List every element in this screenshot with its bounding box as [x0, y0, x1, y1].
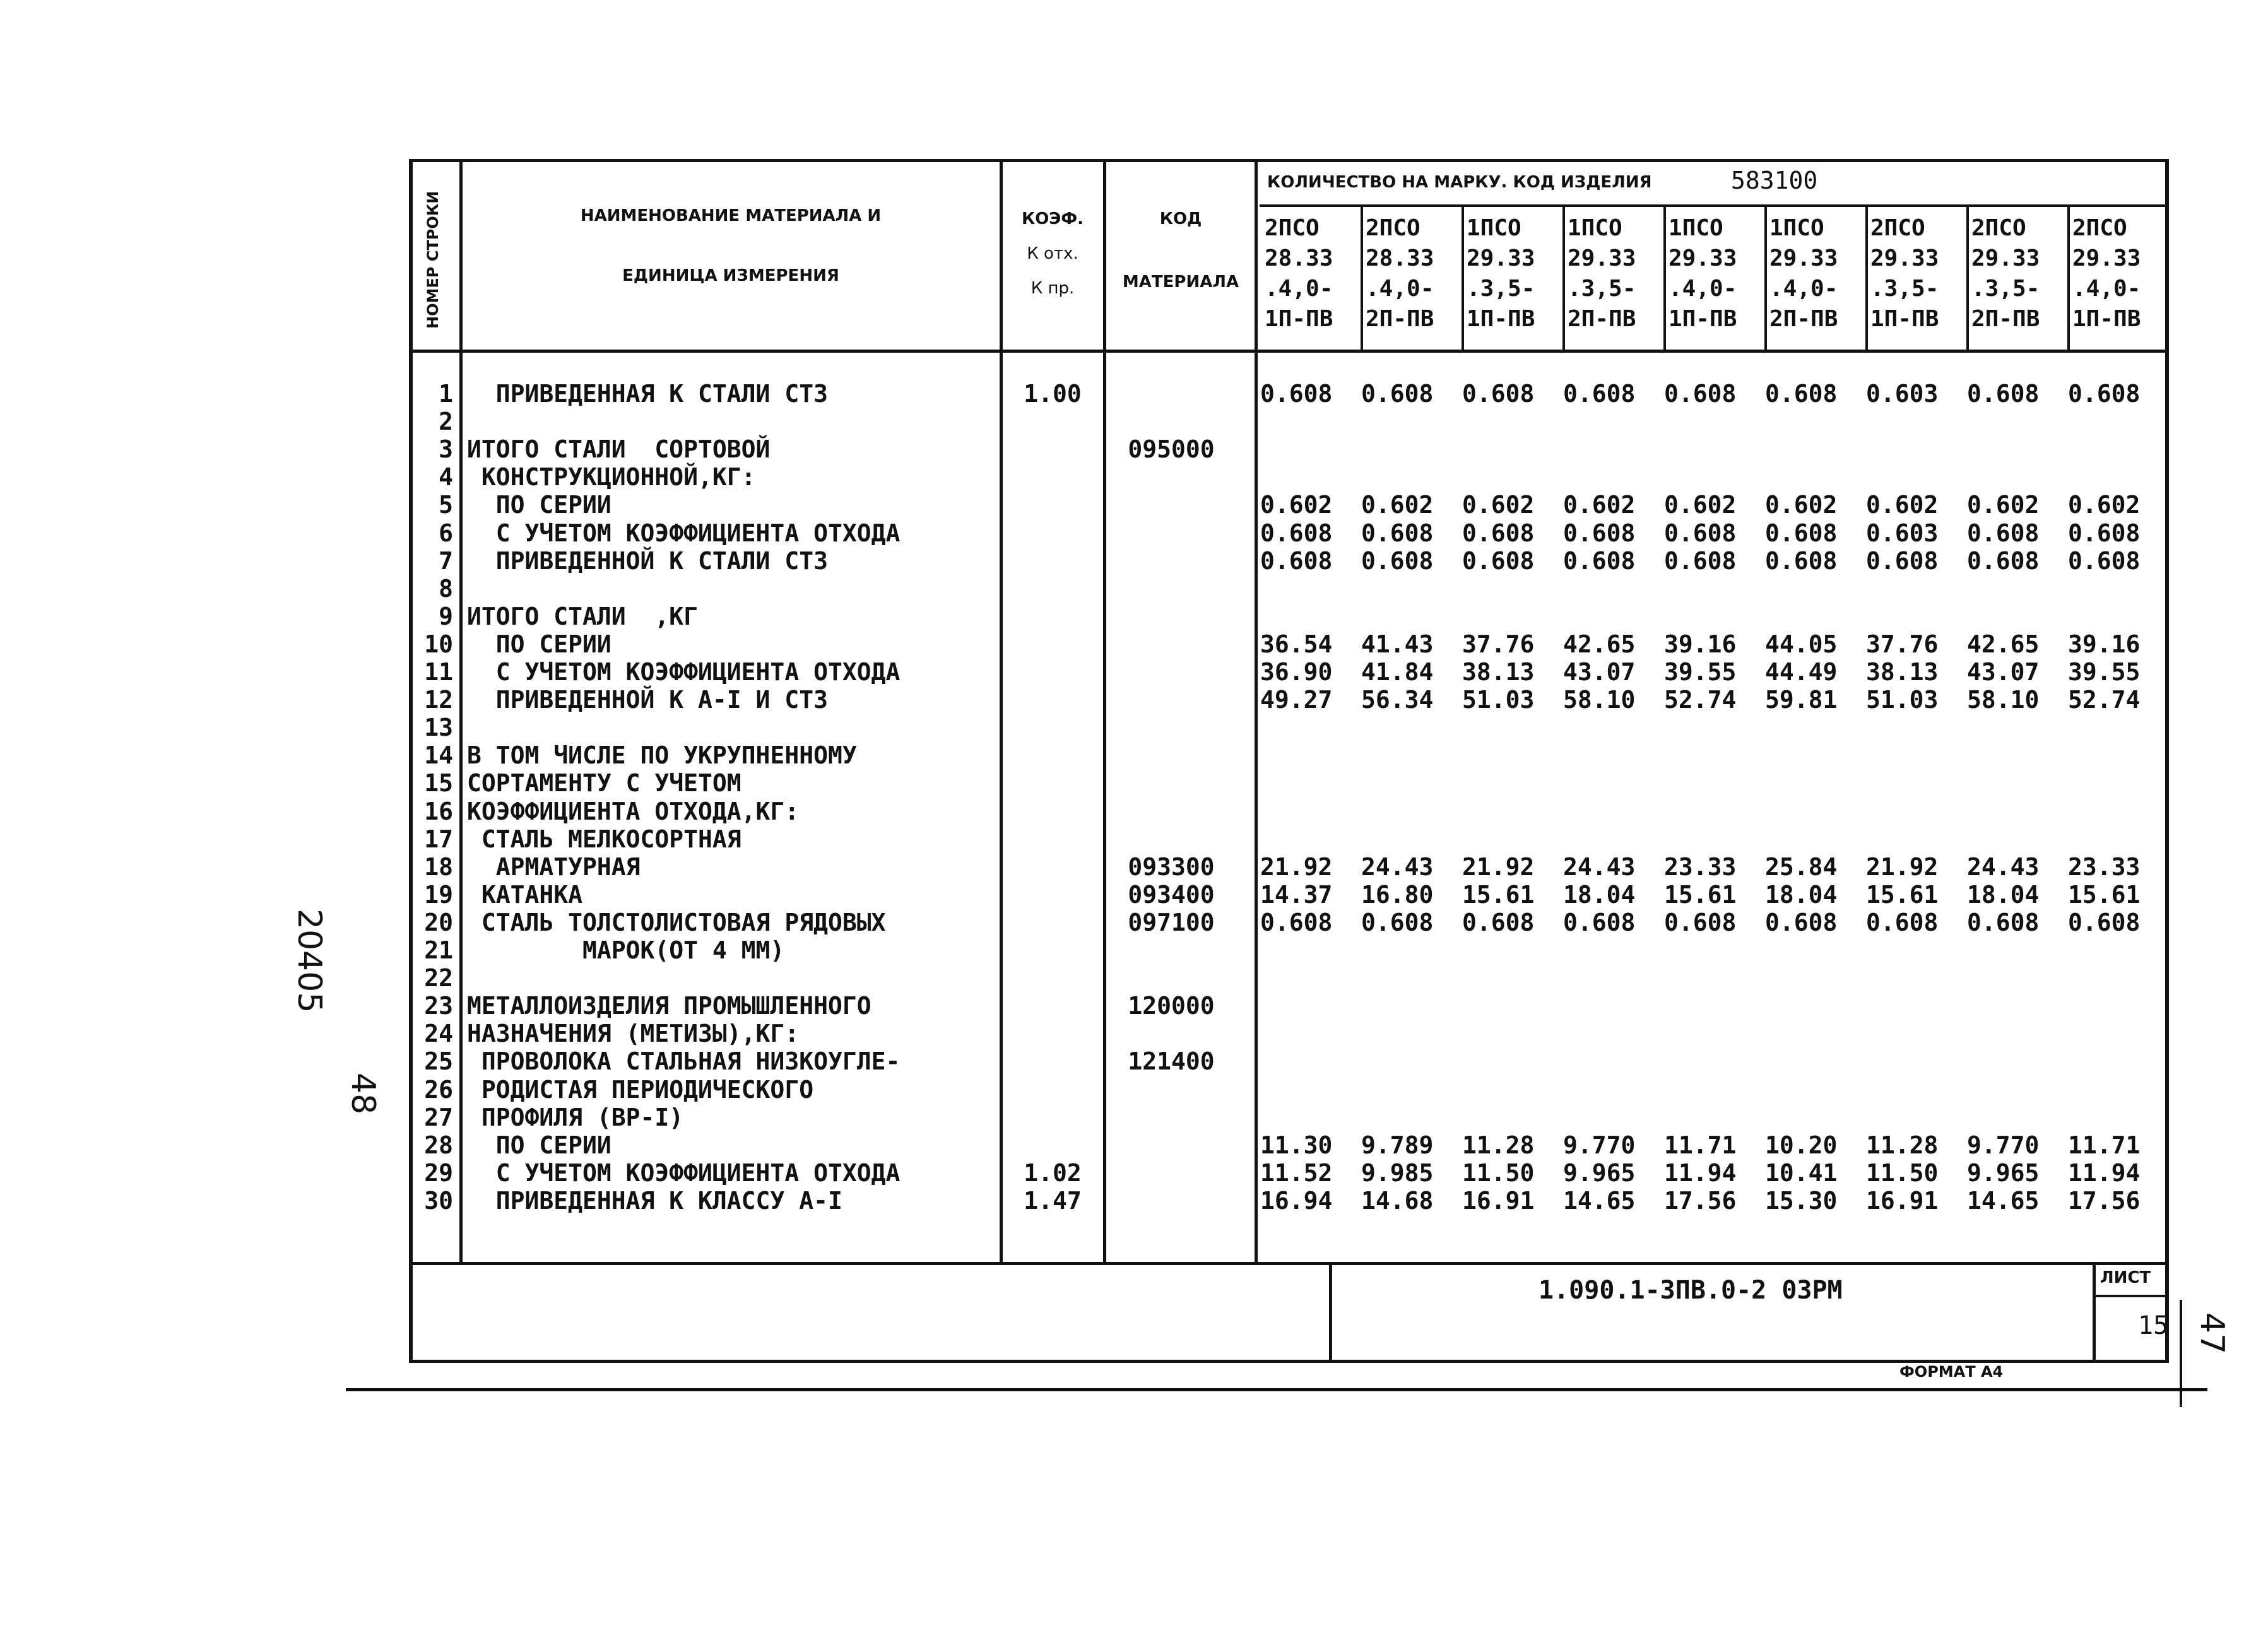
- quantity-value: 24.43: [1967, 852, 2040, 881]
- table-row: [409, 408, 2163, 435]
- row-number: 6: [439, 519, 453, 547]
- quantity-value: 18.04: [1563, 880, 1636, 909]
- material-name-header: НАИМЕНОВАНИЕ МАТЕРИАЛА И: [580, 206, 882, 225]
- quantity-value: 0.608: [1967, 380, 2040, 408]
- material-name: АРМАТУРНАЯ: [467, 852, 641, 881]
- quantity-value: 16.91: [1462, 1186, 1535, 1215]
- quantity-value: 11.52: [1260, 1158, 1333, 1187]
- quantity-value: 0.602: [1563, 491, 1636, 519]
- coefficient: 1.47: [1024, 1186, 1082, 1215]
- material-code: 093400: [1128, 880, 1215, 909]
- document-sheet: [409, 159, 2169, 1363]
- material-name: ПРИВЕДЕННАЯ К КЛАССУ А-I: [467, 1186, 842, 1215]
- quantity-value: 0.608: [1967, 546, 2040, 575]
- table-row: [409, 741, 2163, 769]
- row-number: 4: [439, 463, 453, 492]
- quantity-value: 11.28: [1866, 1131, 1939, 1159]
- product-column-header-line: .4,0-: [1265, 276, 1333, 302]
- quantity-value: 15.61: [2068, 880, 2141, 909]
- row-number: 16: [424, 797, 453, 825]
- material-name: ИТОГО СТАЛИ ,КГ: [467, 602, 699, 630]
- quantity-value: 0.602: [1866, 491, 1939, 519]
- product-column-header-line: 1П-ПВ: [1265, 306, 1333, 332]
- quantity-value: 59.81: [1765, 686, 1838, 714]
- material-name: ПРОФИЛЯ (ВР-I): [467, 1103, 684, 1131]
- quantity-value: 38.13: [1462, 658, 1535, 686]
- quantity-value: 0.608: [1563, 908, 1636, 936]
- quantity-value: 0.608: [1462, 908, 1535, 936]
- quantity-value: 24.43: [1361, 852, 1434, 881]
- quantity-value: 0.608: [1563, 546, 1636, 575]
- row-number: 11: [424, 658, 453, 686]
- quantity-value: 17.56: [2068, 1186, 2141, 1215]
- material-name: ПРИВЕДЕННОЙ К СТАЛИ СТ3: [467, 546, 828, 575]
- table-row: [409, 798, 2163, 825]
- table-row: [409, 491, 2163, 519]
- material-name: ПРИВЕДЕННОЙ К А-I И СТ3: [467, 686, 828, 714]
- quantity-value: 11.50: [1866, 1158, 1939, 1187]
- table-row: [409, 1187, 2163, 1215]
- table-row: [409, 547, 2163, 575]
- quantity-value: 0.602: [1260, 491, 1333, 519]
- material-code: 120000: [1128, 992, 1215, 1020]
- row-number: 30: [424, 1186, 453, 1215]
- material-name: КОЭФФИЦИЕНТА ОТХОДА,КГ:: [467, 797, 800, 825]
- product-column-header-line: 29.33: [1971, 245, 2040, 271]
- quantity-value: 58.10: [1563, 686, 1636, 714]
- product-column-header-line: .4,0-: [2072, 276, 2141, 302]
- material-name: СОРТАМЕНТУ С УЧЕТОМ: [467, 769, 741, 798]
- quantity-value: 15.61: [1866, 880, 1939, 909]
- quantity-value: 38.13: [1866, 658, 1939, 686]
- quantity-value: 11.71: [2068, 1131, 2141, 1159]
- quantity-value: 0.608: [1967, 908, 2040, 936]
- table-row: [409, 463, 2163, 491]
- table-row: [409, 686, 2163, 714]
- product-column-header-line: 28.33: [1265, 245, 1333, 271]
- row-number: 12: [424, 686, 453, 714]
- material-code: 095000: [1128, 435, 1215, 464]
- product-column-header-line: 2ПСО: [1870, 215, 1925, 241]
- row-number: 9: [439, 602, 453, 630]
- corner-number: 47: [2193, 1312, 2231, 1355]
- quantity-value: 0.608: [1967, 519, 2040, 547]
- quantity-value: 0.608: [1664, 380, 1737, 408]
- table-row: [409, 825, 2163, 853]
- quantity-value: 11.28: [1462, 1131, 1535, 1159]
- quantity-value: 21.92: [1260, 852, 1333, 881]
- quantity-value: 0.602: [1664, 491, 1737, 519]
- quantity-value: 0.608: [1563, 519, 1636, 547]
- product-column-header-line: 2ПСО: [2072, 215, 2127, 241]
- table-row: [409, 1047, 2163, 1075]
- quantity-value: 43.07: [1563, 658, 1636, 686]
- quantity-value: 0.603: [1866, 380, 1939, 408]
- table-row: [409, 519, 2163, 547]
- material-name: ПО СЕРИИ: [467, 1131, 611, 1159]
- product-column-header-line: 1П-ПВ: [1870, 306, 1939, 332]
- product-column-header-line: 1ПСО: [1568, 215, 1622, 241]
- quantity-value: 0.603: [1866, 519, 1939, 547]
- table-row: [409, 575, 2163, 603]
- quantity-value: 42.65: [1563, 630, 1636, 658]
- row-number: 24: [424, 1020, 453, 1048]
- material-name: ПРОВОЛОКА СТАЛЬНАЯ НИЗКОУГЛЕ-: [467, 1047, 901, 1076]
- table-row: [409, 1076, 2163, 1104]
- sheet-label: ЛИСТ: [2100, 1268, 2151, 1287]
- row-number: 26: [424, 1075, 453, 1104]
- material-name: ПО СЕРИИ: [467, 630, 611, 658]
- row-number: 14: [424, 741, 453, 770]
- product-column-header-line: 1П-ПВ: [1467, 306, 1535, 332]
- row-number: 18: [424, 852, 453, 881]
- table-row: [409, 630, 2163, 658]
- quantity-value: 24.43: [1563, 852, 1636, 881]
- coef-waste-header: К отх.: [1027, 244, 1078, 263]
- coefficient: 1.02: [1024, 1158, 1082, 1187]
- quantity-value: 36.54: [1260, 630, 1333, 658]
- quantity-header: КОЛИЧЕСТВО НА МАРКУ. КОД ИЗДЕЛИЯ: [1267, 173, 1652, 192]
- quantity-value: 58.10: [1967, 686, 2040, 714]
- material-name: РОДИСТАЯ ПЕРИОДИЧЕСКОГО: [467, 1075, 814, 1104]
- coefficient: 1.00: [1024, 380, 1082, 408]
- row-number: 2: [439, 408, 453, 436]
- quantity-value: 39.16: [2068, 630, 2141, 658]
- sheet-number: 15: [2138, 1311, 2169, 1340]
- product-code: 583100: [1731, 167, 1818, 194]
- product-column-header-line: .3,5-: [1870, 276, 1939, 302]
- row-number: 5: [439, 491, 453, 519]
- table-row: [409, 1104, 2163, 1131]
- quantity-value: 21.92: [1462, 852, 1535, 881]
- quantity-value: 17.56: [1664, 1186, 1737, 1215]
- quantity-value: 0.608: [1462, 380, 1535, 408]
- product-column-header-line: .4,0-: [1769, 276, 1838, 302]
- quantity-value: 0.608: [1462, 546, 1535, 575]
- quantity-value: 15.61: [1462, 880, 1535, 909]
- row-number: 22: [424, 964, 453, 993]
- quantity-value: 14.37: [1260, 880, 1333, 909]
- table-row: [409, 853, 2163, 881]
- quantity-value: 0.608: [1866, 908, 1939, 936]
- quantity-value: 41.84: [1361, 658, 1434, 686]
- table-row: [409, 714, 2163, 741]
- material-name: КОНСТРУКЦИОННОЙ,КГ:: [467, 463, 756, 492]
- row-number: 15: [424, 769, 453, 798]
- table-row: [409, 936, 2163, 964]
- quantity-value: 9.985: [1361, 1158, 1434, 1187]
- quantity-value: 51.03: [1462, 686, 1535, 714]
- quantity-value: 11.30: [1260, 1131, 1333, 1159]
- quantity-value: 41.43: [1361, 630, 1434, 658]
- row-number: 25: [424, 1047, 453, 1076]
- quantity-value: 0.608: [1563, 380, 1636, 408]
- table-row: [409, 881, 2163, 909]
- product-column-header-line: 29.33: [1568, 245, 1636, 271]
- document-code: 1.090.1-3ПВ.0-2 03РМ: [1539, 1276, 1843, 1305]
- quantity-value: 11.94: [1664, 1158, 1737, 1187]
- product-column-header-line: 2ПСО: [1265, 215, 1320, 241]
- quantity-value: 16.91: [1866, 1186, 1939, 1215]
- quantity-value: 16.94: [1260, 1186, 1333, 1215]
- corner-rule: [2180, 1300, 2182, 1407]
- row-number: 29: [424, 1158, 453, 1187]
- quantity-value: 0.608: [1361, 380, 1434, 408]
- material-code: 121400: [1128, 1047, 1215, 1076]
- quantity-value: 52.74: [2068, 686, 2141, 714]
- table-row: [409, 435, 2163, 463]
- material-name: СТАЛЬ ТОЛСТОЛИСТОВАЯ РЯДОВЫХ: [467, 908, 886, 936]
- row-number: 13: [424, 714, 453, 742]
- table-row: [409, 658, 2163, 686]
- row-number: 8: [439, 574, 453, 603]
- table-row: [409, 380, 2163, 408]
- quantity-value: 51.03: [1866, 686, 1939, 714]
- quantity-value: 49.27: [1260, 686, 1333, 714]
- product-column-header-line: 2П-ПВ: [1366, 306, 1434, 332]
- quantity-value: 44.05: [1765, 630, 1838, 658]
- quantity-value: 0.608: [1260, 908, 1333, 936]
- code-header: КОД: [1159, 209, 1202, 228]
- table-row: [409, 992, 2163, 1020]
- product-column-header-line: .4,0-: [1366, 276, 1434, 302]
- material-name: С УЧЕТОМ КОЭФФИЦИЕНТА ОТХОДА: [467, 519, 901, 547]
- quantity-value: 39.55: [1664, 658, 1737, 686]
- unit-header: ЕДИНИЦА ИЗМЕРЕНИЯ: [622, 266, 839, 285]
- quantity-value: 15.30: [1765, 1186, 1838, 1215]
- material-name: МАРОК(ОТ 4 ММ): [467, 936, 785, 964]
- quantity-value: 18.04: [1765, 880, 1838, 909]
- quantity-value: 0.608: [1664, 519, 1737, 547]
- material-code-header: МАТЕРИАЛА: [1122, 273, 1239, 292]
- bottom-rule: [346, 1388, 2207, 1391]
- row-number: 10: [424, 630, 453, 658]
- quantity-value: 0.608: [2068, 908, 2141, 936]
- row-number: 27: [424, 1103, 453, 1131]
- quantity-value: 16.80: [1361, 880, 1434, 909]
- table-row: [409, 1131, 2163, 1159]
- quantity-value: 0.608: [2068, 546, 2141, 575]
- quantity-value: 14.68: [1361, 1186, 1434, 1215]
- table-row: [409, 1020, 2163, 1047]
- row-number: 3: [439, 435, 453, 464]
- material-name: МЕТАЛЛОИЗДЕЛИЯ ПРОМЫШЛЕННОГО: [467, 992, 871, 1020]
- table-row: [409, 603, 2163, 630]
- material-code: 097100: [1128, 908, 1215, 936]
- quantity-value: 11.94: [2068, 1158, 2141, 1187]
- product-column-header-line: 2П-ПВ: [1769, 306, 1838, 332]
- product-column-header-line: 2ПСО: [1366, 215, 1420, 241]
- quantity-value: 0.608: [1260, 519, 1333, 547]
- quantity-value: 14.65: [1563, 1186, 1636, 1215]
- quantity-value: 0.608: [1765, 546, 1838, 575]
- row-number: 7: [439, 546, 453, 575]
- quantity-value: 42.65: [1967, 630, 2040, 658]
- quantity-value: 44.49: [1765, 658, 1838, 686]
- quantity-value: 10.41: [1765, 1158, 1838, 1187]
- product-column-header-line: 1ПСО: [1467, 215, 1521, 241]
- coef-header: КОЭФ.: [1021, 209, 1084, 228]
- product-column-header-line: 1П-ПВ: [1669, 306, 1737, 332]
- quantity-value: 21.92: [1866, 852, 1939, 881]
- quantity-value: 0.608: [2068, 380, 2141, 408]
- material-name: С УЧЕТОМ КОЭФФИЦИЕНТА ОТХОДА: [467, 1158, 901, 1187]
- coef-reduced-header: К пр.: [1031, 279, 1075, 298]
- quantity-value: 0.608: [1462, 519, 1535, 547]
- table-row: [409, 769, 2163, 797]
- table-row: [409, 909, 2163, 936]
- row-number: 19: [424, 880, 453, 909]
- quantity-value: 0.608: [1361, 908, 1434, 936]
- product-column-header-line: 29.33: [2072, 245, 2141, 271]
- table-row: [409, 964, 2163, 992]
- quantity-value: 9.789: [1361, 1131, 1434, 1159]
- quantity-value: 39.55: [2068, 658, 2141, 686]
- product-column-header-line: 1П-ПВ: [2072, 306, 2141, 332]
- material-name: ПО СЕРИИ: [467, 491, 611, 519]
- quantity-value: 0.602: [1361, 491, 1434, 519]
- quantity-value: 0.602: [1765, 491, 1838, 519]
- quantity-value: 0.608: [1765, 519, 1838, 547]
- product-column-header-line: 2П-ПВ: [1971, 306, 2040, 332]
- material-name: ИТОГО СТАЛИ СОРТОВОЙ: [467, 435, 771, 464]
- quantity-value: 23.33: [1664, 852, 1737, 881]
- product-column-header-line: .4,0-: [1669, 276, 1737, 302]
- material-name: КАТАНКА: [467, 880, 583, 909]
- quantity-value: 9.965: [1563, 1158, 1636, 1187]
- quantity-value: 0.608: [1866, 546, 1939, 575]
- product-column-header-line: 2ПСО: [1971, 215, 2026, 241]
- quantity-value: 36.90: [1260, 658, 1333, 686]
- quantity-value: 0.602: [2068, 491, 2141, 519]
- quantity-value: 10.20: [1765, 1131, 1838, 1159]
- quantity-value: 0.608: [1664, 546, 1737, 575]
- product-column-header-line: 2П-ПВ: [1568, 306, 1636, 332]
- row-number: 23: [424, 992, 453, 1020]
- product-column-header-line: .3,5-: [1568, 276, 1636, 302]
- quantity-value: 14.65: [1967, 1186, 2040, 1215]
- product-column-header-line: 29.33: [1669, 245, 1737, 271]
- row-number: 1: [439, 380, 453, 408]
- quantity-value: 37.76: [1866, 630, 1939, 658]
- quantity-value: 18.04: [1967, 880, 2040, 909]
- material-name: СТАЛЬ МЕЛКОСОРТНАЯ: [467, 825, 741, 853]
- quantity-value: 0.608: [1765, 380, 1838, 408]
- quantity-value: 0.608: [1260, 380, 1333, 408]
- table-row: [409, 1159, 2163, 1187]
- quantity-value: 56.34: [1361, 686, 1434, 714]
- quantity-value: 39.16: [1664, 630, 1737, 658]
- row-number: 21: [424, 936, 453, 964]
- quantity-value: 9.965: [1967, 1158, 2040, 1187]
- quantity-value: 11.71: [1664, 1131, 1737, 1159]
- product-column-header-line: 1ПСО: [1669, 215, 1723, 241]
- row-number: 17: [424, 825, 453, 853]
- quantity-value: 0.608: [1664, 908, 1737, 936]
- product-column-header-line: 29.33: [1467, 245, 1535, 271]
- quantity-value: 11.50: [1462, 1158, 1535, 1187]
- quantity-value: 15.61: [1664, 880, 1737, 909]
- quantity-value: 9.770: [1563, 1131, 1636, 1159]
- quantity-value: 43.07: [1967, 658, 2040, 686]
- quantity-value: 25.84: [1765, 852, 1838, 881]
- quantity-value: 0.608: [2068, 519, 2141, 547]
- product-column-header-line: .3,5-: [1971, 276, 2040, 302]
- format-label: ФОРМАТ А4: [1899, 1363, 2004, 1381]
- quantity-value: 0.608: [1361, 519, 1434, 547]
- product-column-header-line: 1ПСО: [1769, 215, 1824, 241]
- product-column-header-line: 29.33: [1870, 245, 1939, 271]
- material-name: ПРИВЕДЕННАЯ К СТАЛИ СТ3: [467, 380, 828, 408]
- product-column-header-line: 29.33: [1769, 245, 1838, 271]
- quantity-value: 0.602: [1462, 491, 1535, 519]
- product-column-header-line: 28.33: [1366, 245, 1434, 271]
- material-name: НАЗНАЧЕНИЯ (МЕТИЗЫ),КГ:: [467, 1020, 800, 1048]
- quantity-value: 23.33: [2068, 852, 2141, 881]
- quantity-value: 52.74: [1664, 686, 1737, 714]
- material-name: В ТОМ ЧИСЛЕ ПО УКРУПНЕННОМУ: [467, 741, 857, 770]
- quantity-value: 0.608: [1361, 546, 1434, 575]
- row-number: 28: [424, 1131, 453, 1159]
- inventory-number: 20405: [290, 909, 328, 1013]
- quantity-value: 9.770: [1967, 1131, 2040, 1159]
- quantity-value: 37.76: [1462, 630, 1535, 658]
- material-code: 093300: [1128, 852, 1215, 881]
- product-column-header-line: .3,5-: [1467, 276, 1535, 302]
- row-number: 20: [424, 908, 453, 936]
- page-number: 48: [344, 1073, 382, 1115]
- row-number-header: НОМЕР СТРОКИ: [424, 191, 442, 329]
- quantity-value: 0.608: [1765, 908, 1838, 936]
- material-name: С УЧЕТОМ КОЭФФИЦИЕНТА ОТХОДА: [467, 658, 901, 686]
- quantity-value: 0.602: [1967, 491, 2040, 519]
- quantity-value: 0.608: [1260, 546, 1333, 575]
